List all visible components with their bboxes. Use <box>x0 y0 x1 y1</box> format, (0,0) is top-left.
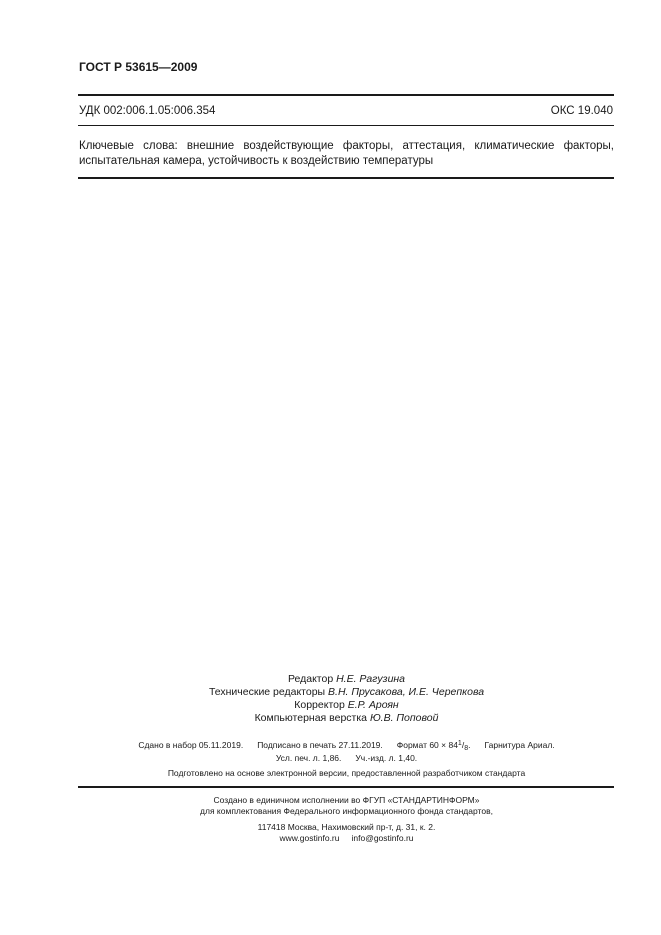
tech-editors-label: Технические редакторы <box>208 686 326 698</box>
editor-name: Н.Е. Рагузина <box>336 673 406 685</box>
layout-line <box>79 712 614 725</box>
signed-date: Подписано в печать 27.11.2019. <box>257 740 383 750</box>
format-prefix: Формат 60 × 84 <box>396 740 458 750</box>
credits-block <box>79 673 614 725</box>
format-denominator: 8 <box>464 745 469 752</box>
editor-line <box>79 673 614 686</box>
submitted-date: Сдано в набор 05.11.2019. <box>138 740 244 750</box>
keywords-divider <box>78 177 614 179</box>
printer-info <box>79 795 614 844</box>
udk-code: УДК 002:006.1.05:006.354 <box>79 105 216 117</box>
printer-contacts <box>79 833 614 844</box>
pub-sheets: Уч.-изд. л. 1,40. <box>355 753 418 763</box>
tech-editors-line <box>79 686 614 699</box>
corrector-name: Е.Р. Ароян <box>347 699 399 711</box>
printer-address: 117418 Москва, Нахимовский пр-т, д. 31, к. 2. <box>257 822 436 832</box>
udk-divider <box>78 125 614 126</box>
publication-line-1 <box>79 740 614 752</box>
corrector-label: Корректор <box>294 699 345 711</box>
layout-name: Ю.В. Поповой <box>369 712 439 724</box>
website-link[interactable]: www.gostinfo.ru <box>279 833 340 843</box>
format-numerator: 1 <box>457 740 462 747</box>
email-link[interactable]: info@gostinfo.ru <box>351 833 414 843</box>
prepared-note: Подготовлено на основе электронной версии, предоставленной разработчиком стандарта <box>167 768 526 778</box>
layout-label: Компьютерная верстка <box>254 712 368 724</box>
editor-label: Редактор <box>287 673 334 685</box>
oks-code: ОКС 19.040 <box>550 105 613 117</box>
corrector-line <box>79 699 614 712</box>
printer-line-2: для комплектования Федерального информационного фонда стандартов, <box>200 806 493 816</box>
bottom-divider <box>78 786 614 788</box>
tech-editors-names: В.Н. Прусакова, И.Е. Черепкова <box>328 686 485 698</box>
paper-format: Формат $60 \times 84^1/_8$. <box>396 740 471 752</box>
top-divider <box>78 94 614 96</box>
font-info: Гарнитура Ариал. <box>484 740 555 750</box>
print-sheets: Усл. печ. л. 1,86. <box>275 753 342 763</box>
printer-line-1: Создано в единичном исполнении во ФГУП «СТАНДАРТИНФОРМ» <box>213 795 480 805</box>
keywords-text: Ключевые слова: внешние воздействующие факторы, аттестация, климатические факторы, испытательная камера, устойчивость к воздействию температуры <box>79 140 614 167</box>
document-code: ГОСТ Р 53615—2009 <box>79 60 198 74</box>
publication-line-2 <box>79 753 614 763</box>
